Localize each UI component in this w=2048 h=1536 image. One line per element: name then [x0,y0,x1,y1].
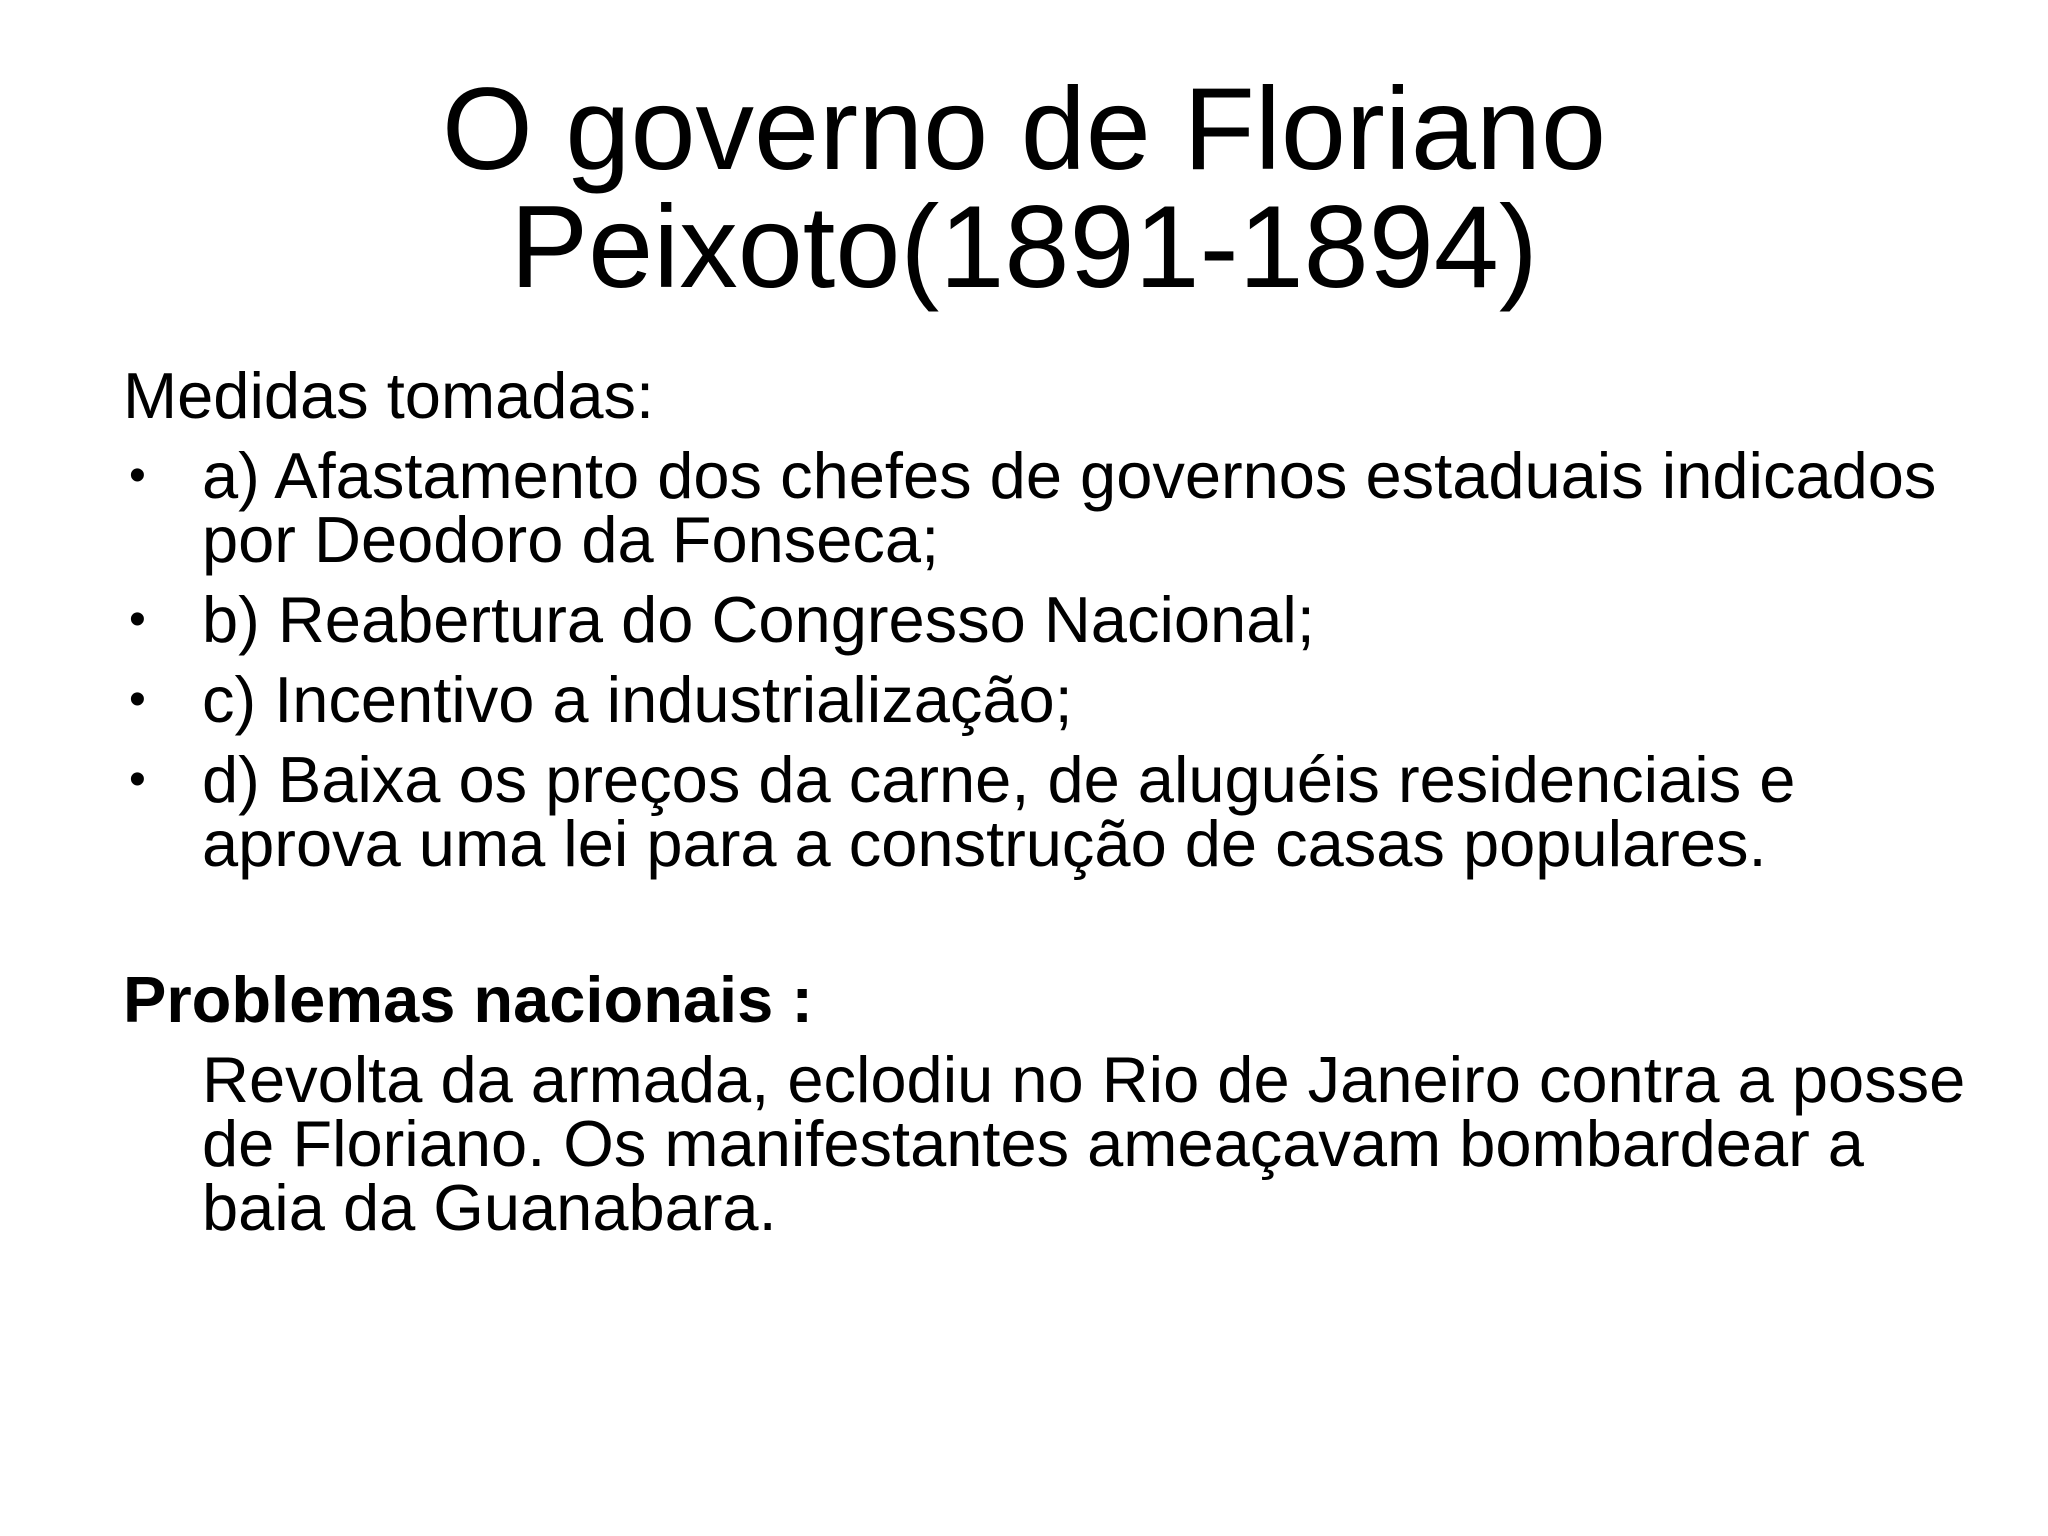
measure-item-b [123,583,1983,656]
problems-heading: Problemas nacionais : [123,963,813,1036]
bullet-icon: • [129,753,146,806]
measure-text: d) Baixa os preços da carne, de aluguéis residenciais e aprova uma lei para a construção de casas populares. [202,743,1796,880]
measure-item-d [123,743,1983,880]
measure-text: c) Incentivo a industrialização; [202,663,1073,736]
measures-heading: Medidas tomadas: [123,359,655,432]
bullet-icon: • [129,593,146,646]
slide-title-line-2: Peixoto(1891-1894) [510,181,1538,312]
measure-item-c [123,663,1983,736]
problems-paragraph: Revolta da armada, eclodiu no Rio de Janeiro contra a posse de Floriano. Os manifestantes ameaçavam bombardear a baia da Guanabara. [202,1043,1966,1244]
slide-title-line-1: O governo de Floriano [441,63,1607,194]
slide-title [0,63,2048,312]
measures-list [123,439,1983,880]
bullet-icon: • [129,673,146,726]
measure-item-a [123,439,1983,576]
measure-text: b) Reabertura do Congresso Nacional; [202,583,1315,656]
bullet-icon: • [129,449,146,502]
slide-body [123,359,1983,1244]
measure-text: a) Afastamento dos chefes de governos estaduais indicados por Deodoro da Fonseca; [202,439,1937,576]
